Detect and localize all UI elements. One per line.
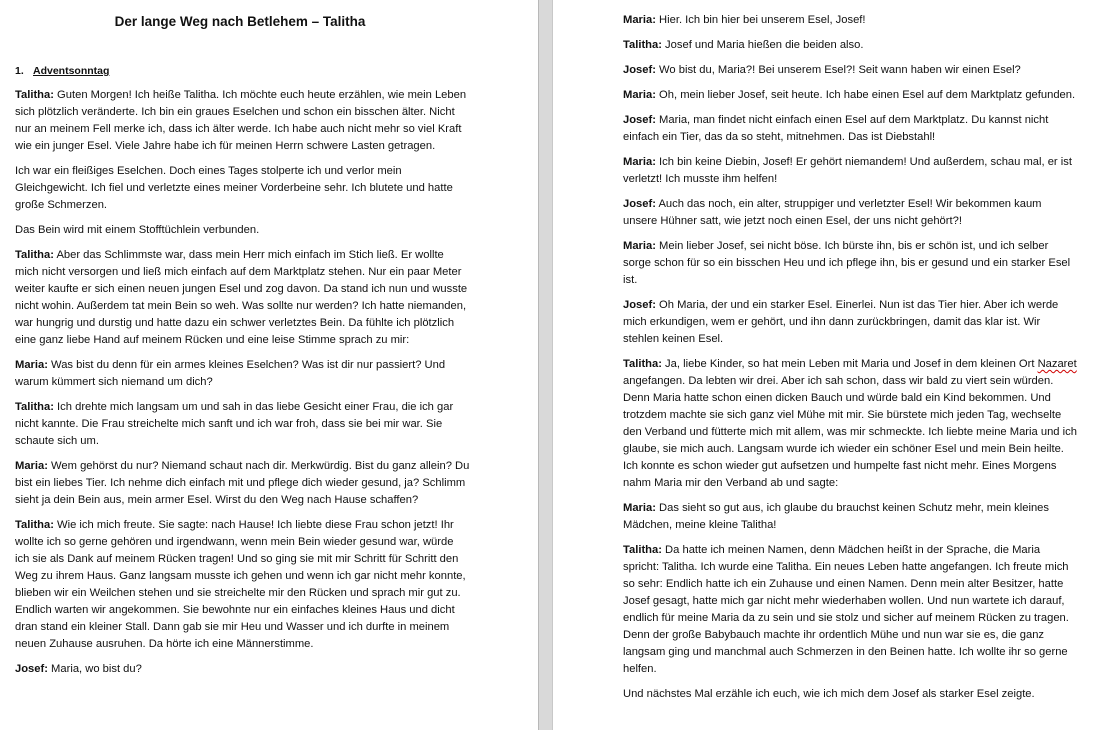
speaker-label: Josef: <box>623 198 656 210</box>
paragraph-text: Aber das Schlimmste war, dass mein Herr mich einfach im Stich ließ. Er wollte mich nicht versorgen und ließ mich einfach auf dem Marktplatz stehen. Nur ein paar Meter weiter kaufte er sich einen neuen jungen Esel und zog davon. Da stand ich nun und wusste nicht wohin. Außerdem tat mein Bein so weh. Was sollte nur werden? Ich hatte niemanden, war hungrig und durstig und hatte dazu ein schwer verletztes Bein. Da fühlte ich plötzlich eine ganz liebe Hand auf meinem Rücken und eine leise Stimme sprach zu mir: <box>15 249 468 346</box>
paragraph <box>15 661 470 678</box>
paragraph <box>623 356 1078 492</box>
paragraph <box>623 500 1078 534</box>
document-page-left[interactable] <box>0 0 538 730</box>
paragraph-text: Hier. Ich bin hier bei unserem Esel, Josef! <box>655 14 866 26</box>
paragraph-text: Maria, man findet nicht einfach einen Esel auf dem Marktplatz. Du kannst nicht einfach ein Tier, das da so steht, mitnehmen. Das ist Diebstahl! <box>623 114 1049 143</box>
paragraph-text: Josef und Maria hießen die beiden also. <box>661 39 864 51</box>
speaker-label: Josef: <box>623 114 656 126</box>
paragraph-text: Maria, wo bist du? <box>47 663 142 675</box>
right-column <box>623 12 1093 703</box>
paragraph-text: Ich war ein fleißiges Eselchen. Doch eines Tages stolperte ich und verlor mein Gleichgewicht. Ich fiel und verletzte eines meiner Vorderbeine sehr. Ich blutete und hatte große Schmerzen. <box>15 165 453 211</box>
paragraph-text: Wie ich mich freute. Sie sagte: nach Hause! Ich liebte diese Frau schon jetzt! Ihr wollte ich so gerne gehören und irgendwann, wenn mein Bein wieder gesund war, würde ich sie als Dank auf meinem Rücken tragen! Und so ging sie mit mir Schritt für Schritt den Weg zu ihrem Haus. Ganz langsam musste ich gehen und wenn ich gar nicht mehr konnte, blieben wir ein Weilchen stehen und sie streichelte mir den Rücken und sprach mir gut zu. Endlich warten wir angekommen. Sie bewohnte nur ein einfaches kleines Haus und dicht dran stand ein kleiner Stall. Dann gab sie mir Heu und Wasser und ich durfte in meinem neuen Zuhause ausruhen. Da hörte ich eine Männerstimme. <box>15 519 466 650</box>
speaker-label: Talitha: <box>15 249 54 261</box>
paragraph-text: Guten Morgen! Ich heiße Talitha. Ich möchte euch heute erzählen, wie mein Leben sich plötzlich veränderte. Ich bin ein graues Eselchen und schon ein bisschen älter. Nicht nur an meinem Fell merke ich, dass ich älter werde. Ich habe auch nicht mehr so viel Kraft wie ein junger Esel. Viele Jahre habe ich für meinen Herrn schwere Lasten getragen. <box>15 89 467 152</box>
speaker-label: Josef: <box>15 663 48 675</box>
paragraph <box>15 458 470 509</box>
paragraph-text: Das sieht so gut aus, ich glaube du brauchst keinen Schutz mehr, mein kleines Mädchen, meine kleine Talitha! <box>623 502 1049 531</box>
paragraph <box>623 542 1078 678</box>
speaker-label: Talitha: <box>15 89 54 101</box>
paragraph-text: Wo bist du, Maria?! Bei unserem Esel?! Seit wann haben wir einen Esel? <box>655 64 1021 76</box>
paragraph <box>623 112 1078 146</box>
paragraph <box>15 357 470 391</box>
paragraph-text: Das Bein wird mit einem Stofftüchlein verbunden. <box>15 224 260 236</box>
paragraph <box>623 297 1078 348</box>
speaker-label: Josef: <box>623 64 656 76</box>
speaker-label: Maria: <box>623 89 656 101</box>
paragraph <box>623 196 1078 230</box>
speaker-label: Talitha: <box>15 401 54 413</box>
speaker-label: Maria: <box>623 14 656 26</box>
speaker-label: Maria: <box>623 156 656 168</box>
paragraph <box>623 12 1078 29</box>
paragraph-text: Auch das noch, ein alter, struppiger und verletzter Esel! Wir bekommen kaum unsere Hühner satt, wie jetzt noch einen Esel, der uns nicht gehört?! <box>623 198 1042 227</box>
speaker-label: Josef: <box>623 299 656 311</box>
speaker-label: Maria: <box>15 460 48 472</box>
misspelled-word[interactable]: Nazaret <box>1037 358 1077 370</box>
paragraph <box>15 163 470 214</box>
paragraph-text-continued: angefangen. Da lebten wir drei. Aber ich sah schon, dass wir bald zu viert sein würden. Denn Maria hatte schon einen dicken Bauch und würde bald ein Kind bekommen. Und trotzdem machte sie sich ganz viel Mühe mit mir. Sie bürstete mich jeden Tag, wechselte den Verband und fütterte mich mit allem, was mir schmeckte. Ich liebte meine Maria und ich glaube, sie mich auch. Langsam wurde ich wieder ein schöner Esel und mein Bein heilte. Ich konnte es schon wieder gut aufsetzen und humpelte fast nicht mehr. Eines Morgens nahm Maria mir den Verband ab und sagte: <box>623 375 1077 489</box>
speaker-label: Maria: <box>623 240 656 252</box>
paragraph <box>15 222 470 239</box>
speaker-label: Talitha: <box>623 544 662 556</box>
paragraph-text: Ich bin keine Diebin, Josef! Er gehört niemandem! Und außerdem, schau mal, er ist verletzt! Ich musste ihm helfen! <box>623 156 1072 185</box>
paragraph <box>623 238 1078 289</box>
document-title: Der lange Weg nach Betlehem – Talitha <box>114 14 366 29</box>
paragraph-text: Oh Maria, der und ein starker Esel. Einerlei. Nun ist das Tier hier. Aber ich werde mich erkundigen, wem er gehört, und ihn dann zurückbringen, damit das klar ist. Wir stehlen keinen Esel. <box>623 299 1059 345</box>
section-label: Adventsonntag <box>33 65 110 77</box>
paragraph-text: Wem gehörst du nur? Niemand schaut nach dir. Merkwürdig. Bist du ganz allein? Du bist ein liebes Tier. Ich nehme dich einfach mit und pflege dich wieder gesund, ja? Schlimm sieht ja dein Bein aus, mein armer Esel. Wirst du den Weg nach Hause schaffen? <box>15 460 470 506</box>
paragraph <box>15 399 470 450</box>
document-page-right[interactable] <box>553 0 1093 730</box>
section-heading <box>15 65 538 77</box>
left-column <box>15 87 538 678</box>
paragraph-text: Was bist du denn für ein armes kleines Eselchen? Was ist dir nur passiert? Und warum kümmert sich niemand um dich? <box>15 359 446 388</box>
section-number: 1. <box>15 65 24 77</box>
paragraph-text: Oh, mein lieber Josef, seit heute. Ich habe einen Esel auf dem Marktplatz gefunden. <box>655 89 1076 101</box>
page-gap <box>538 0 553 730</box>
paragraph-text: Mein lieber Josef, sei nicht böse. Ich bürste ihn, bis er schön ist, und ich selber sorge schon für so ein bisschen Heu und ich pflege ihn, bis er gesund und ein starker Esel ist. <box>623 240 1071 286</box>
paragraph <box>623 37 1078 54</box>
paragraph <box>623 62 1078 79</box>
speaker-label: Maria: <box>623 502 656 514</box>
paragraph-text: Ja, liebe Kinder, so hat mein Leben mit Maria und Josef in dem kleinen Ort <box>661 358 1038 370</box>
speaker-label: Talitha: <box>623 39 662 51</box>
paragraph <box>623 154 1078 188</box>
paragraph-text: Ich drehte mich langsam um und sah in das liebe Gesicht einer Frau, die ich gar nicht kannte. Die Frau streichelte mich sanft und ich war froh, dass sie bei mir war. Sie schaute sich um. <box>15 401 454 447</box>
paragraph-text: Da hatte ich meinen Namen, denn Mädchen heißt in der Sprache, die Maria spricht: Talitha. Ich wurde eine Talitha. Ein neues Leben hatte angefangen. Ich freute mich so sehr: Endlich hatte ich ein Zuhause und einen Namen. Denn mein alter Besitzer, hatte Josef gesagt, hatte mich gar nicht mehr wiederhaben wollen. Und nun wartete ich darauf, endlich für meine Maria da zu sein und sie stolz und sicher auf meinem Rücken zu tragen. Denn der große Babybauch machte ihr ordentlich Mühe und nun war sie es, die ganz langsam ging und manchmal auch Schmerzen in den Beinen hatte. Ich wollte ihr so gerne helfen. <box>623 544 1069 675</box>
speaker-label: Talitha: <box>15 519 54 531</box>
speaker-label: Maria: <box>15 359 48 371</box>
paragraph <box>15 517 470 653</box>
paragraph <box>623 87 1078 104</box>
paragraph <box>623 686 1078 703</box>
paragraph <box>15 87 470 155</box>
paragraph <box>15 247 470 349</box>
paragraph-text: Und nächstes Mal erzähle ich euch, wie ich mich dem Josef als starker Esel zeigte. <box>623 688 1035 700</box>
speaker-label: Talitha: <box>623 358 662 370</box>
